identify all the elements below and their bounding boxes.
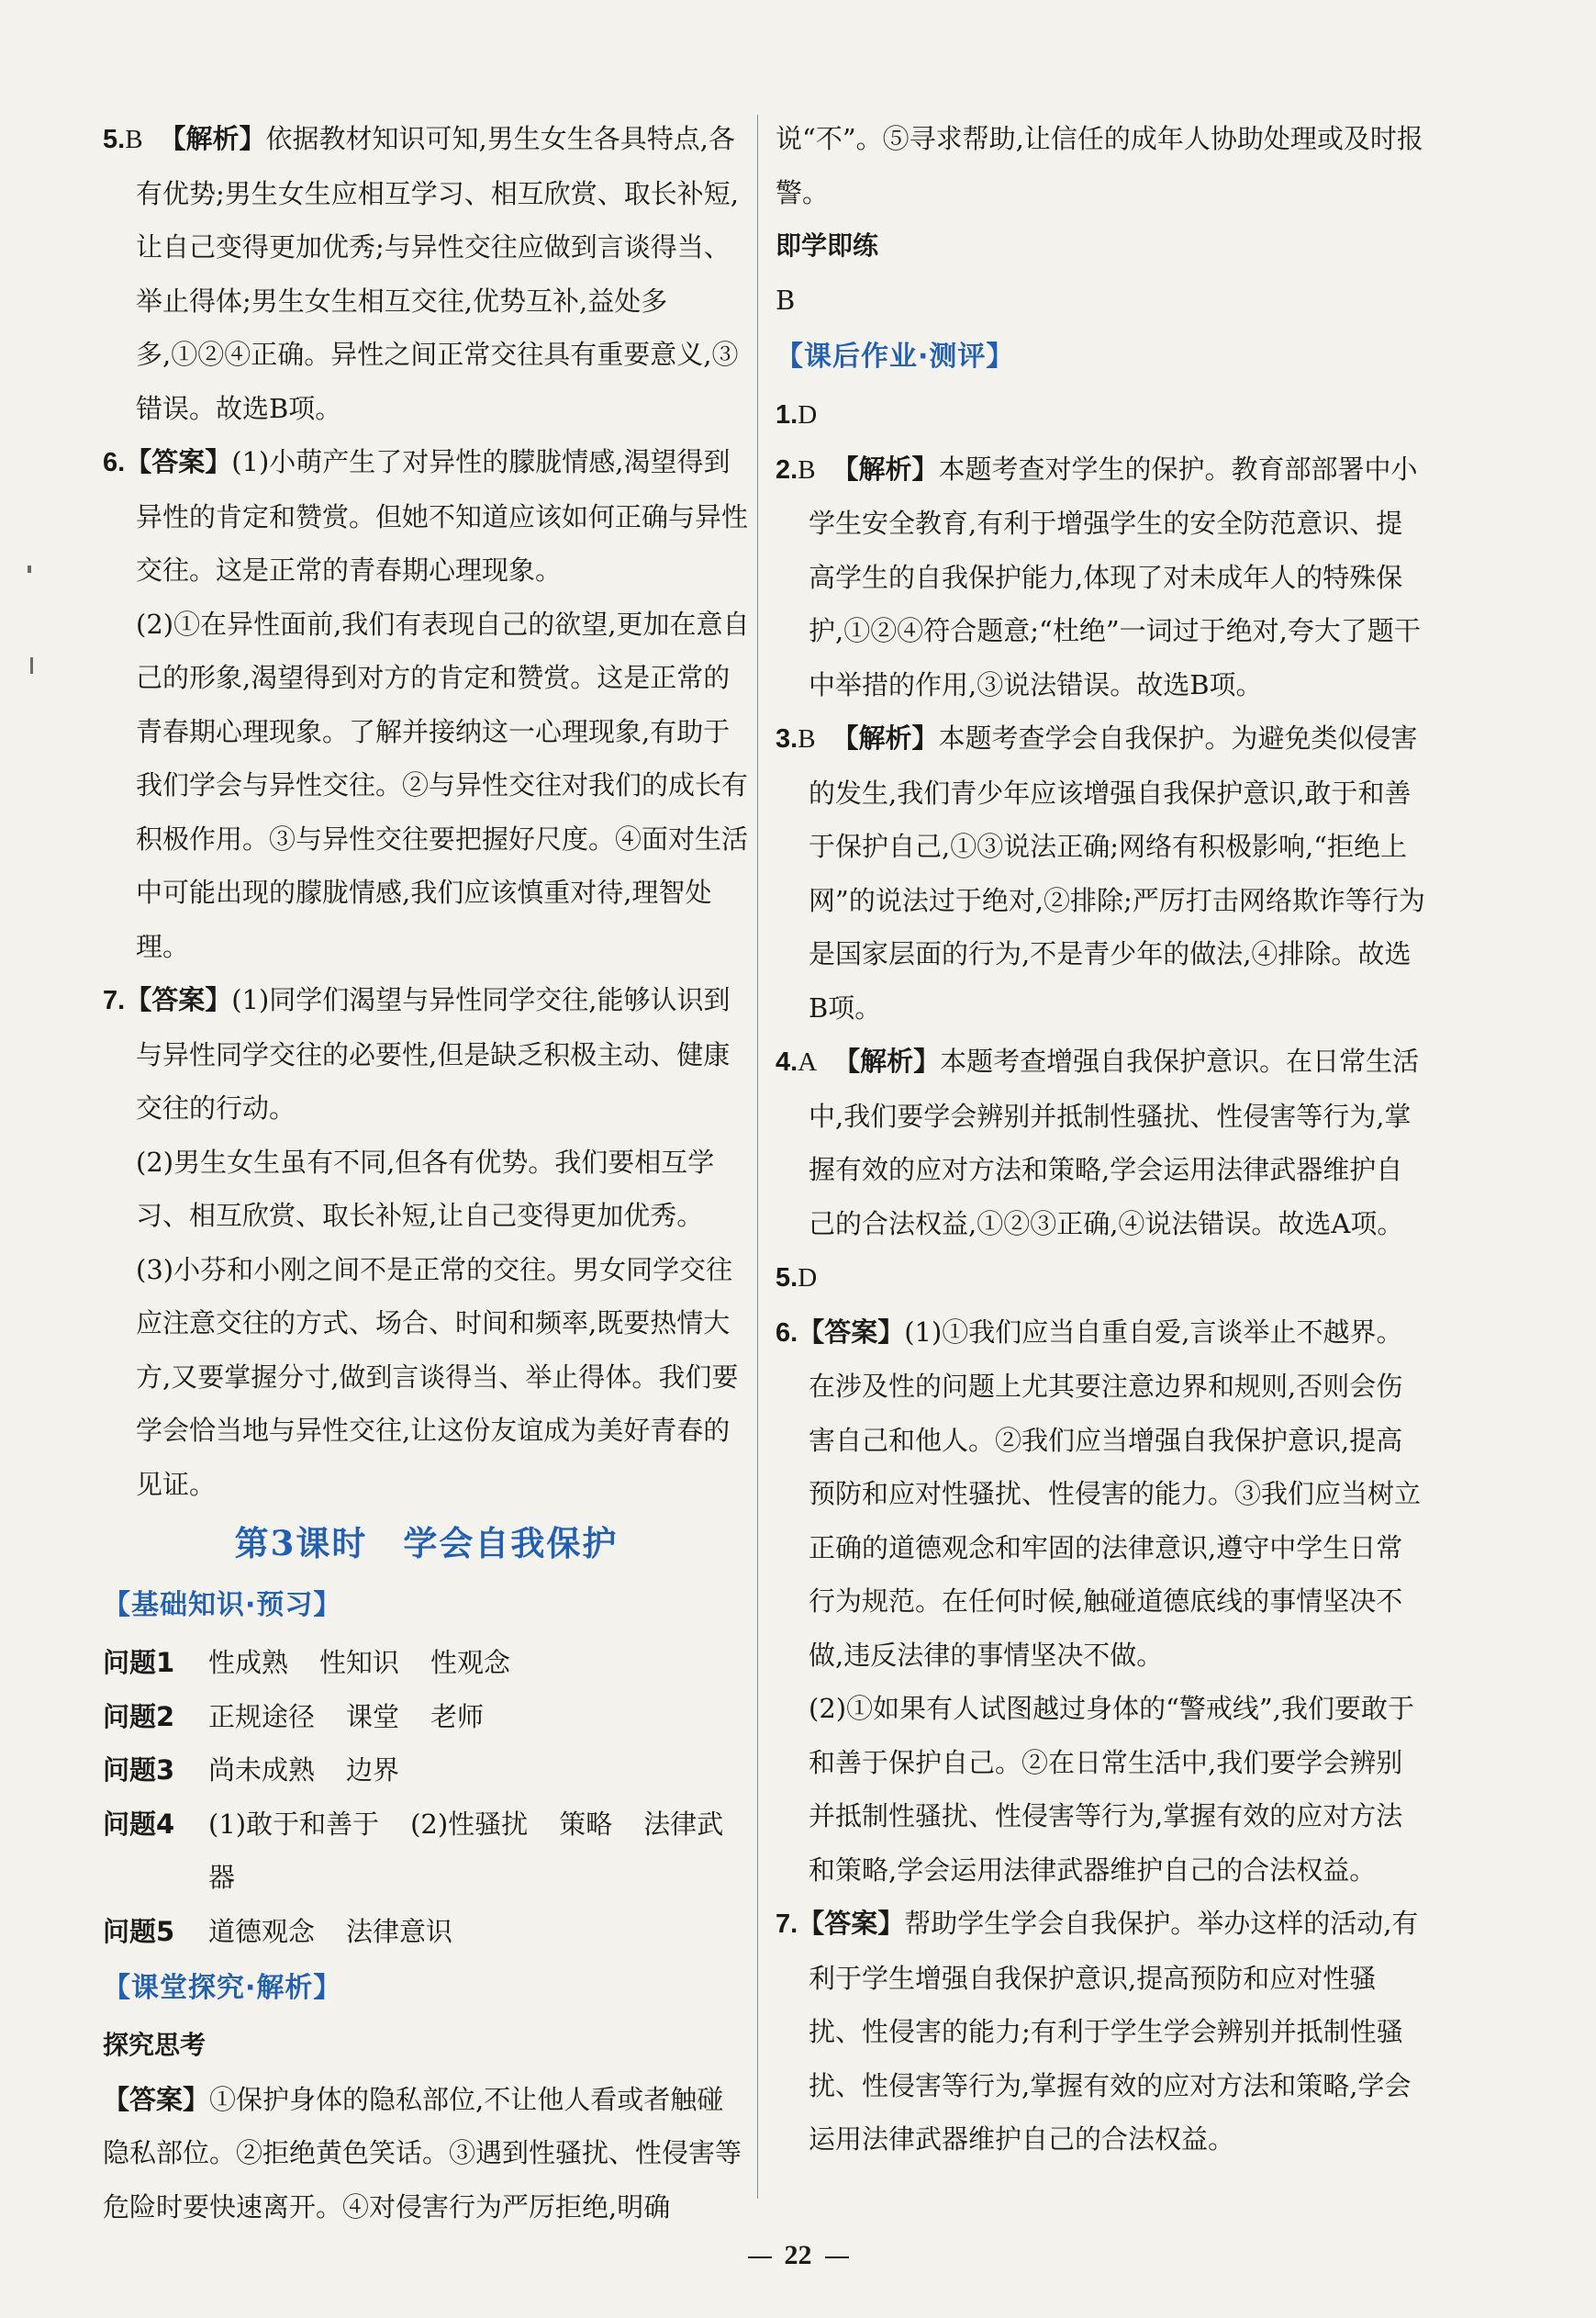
question-row [103,1797,750,1905]
item-paragraph: (2)①在异性面前,我们有表现自己的欲望,更加在意自己的形象,渴望得到对方的肯定和赞赏。这是正常的青春期心理现象。了解并接纳这一心理现象,有助于我们学会与异性交往。②与异性交往对我们的成长有积极作用。③与异性交往要把握好尺度。④面对生活中可能出现的朦胧情感,我们应该慎重对待,理智处理。 [136,608,750,962]
right-column [776,112,1427,2167]
question-row [103,1905,750,1959]
answer-tag: 【答案】 [798,1908,905,1939]
homework-item-2 [776,442,1427,712]
item-text: (1)同学们渴望与异性同学交往,能够认识到与异性同学交往的必要性,但是缺乏积极主动、健康交往的行动。 [136,984,731,1124]
analysis-tag: 【解析】 [833,1046,941,1077]
question-answer: 正规途径 [208,1700,316,1732]
item-number: 6. [776,1317,798,1348]
question-label: 问题3 [103,1754,175,1786]
question-answer: 尚未成熟 [208,1754,316,1786]
item-choice: B [798,724,816,754]
item-number: 7. [776,1909,798,1939]
item-choice: B [798,454,816,485]
question-answer: 课堂 [346,1700,400,1732]
item-number: 5. [103,125,126,154]
homework-item-1 [776,387,1427,442]
practice-answer: B [776,284,796,316]
explore-heading: 探究思考 [103,2030,206,2060]
footer-dash [748,2256,772,2258]
item-number: 3. [776,724,798,754]
item-number: 7. [103,986,126,1015]
item-number: 4. [776,1047,798,1077]
question-answer: 性成熟 [208,1647,289,1678]
item-paragraph: (3)小芬和小刚之间不是正常的交往。男女同学交往应注意交往的方式、场合、时间和频率,既要热情大方,又要掌握分寸,做到言谈得当、举止得体。我们要学会恰当地与异性交往,让这份友谊成为美好青春的见证。 [136,1253,739,1500]
item-choice: B [125,125,143,154]
item-number: 1. [776,400,798,430]
answer-tag: 【答案】 [125,446,232,477]
answer-tag: 【答案】 [103,2083,210,2115]
item-text: 本题考查增强自我保护意识。在日常生活中,我们要学会辨别并抵制性骚扰、性侵害等行为,掌握有效的应对方法和策略,学会运用法律武器维护自己的合法权益,①②③正确,④说法错误。故选A项。 [809,1046,1420,1239]
scan-speck [30,657,33,674]
left-column [103,112,750,2234]
question-label: 问题1 [103,1647,175,1678]
question-answer: (2)性骚扰 [410,1808,529,1840]
item-paragraph: (2)①如果有人试图越过身体的“警戒线”,我们要敢于和善于保护自己。②在日常生活中,我们要学会辨别并抵制性骚扰、性侵害等行为,掌握有效的应对方法和策略,学会运用法律武器维护自己的合法权益。 [809,1693,1414,1886]
answer-tag: 【答案】 [798,1316,905,1348]
item-text: 依据教材知识可知,男生女生各具特点,各有优势;男生女生应相互学习、相互欣赏、取长补短,让自己变得更加优秀;与异性交往应做到言谈得当、举止得体;男生女生相互交往,优势互补,益处多多,①②④正确。异性之间正常交往具有重要意义,③错误。故选B项。 [136,123,739,424]
section-heading-homework: 【课后作业·测评】 [776,341,1015,373]
item-text: (1)①我们应当自重自爱,言谈举止不越界。在涉及性的问题上尤其要注意边界和规则,否则会伤害自己和他人。②我们应当增强自我保护意识,提高预防和应对性骚扰、性侵害的能力。③我们应当树立正确的道德观念和牢固的法律意识,遵守中学生日常行为规范。在任何时候,触碰道德底线的事情坚决不做,违反法律的事情坚决不做。 [809,1316,1422,1671]
section-heading-class: 【课堂探究·解析】 [103,1972,342,2004]
question-label: 问题2 [103,1700,175,1732]
page-footer [0,2240,1596,2271]
question-answer: 策略 [559,1808,613,1840]
explore-answer [103,2073,750,2234]
question-row [103,1743,750,1797]
homework-item-4 [776,1035,1427,1250]
question-answer: 老师 [430,1700,485,1732]
question-row [103,1690,750,1744]
question-list [103,1636,750,1958]
question-answer: 性知识 [319,1647,400,1678]
question-answer: 法律武器 [208,1808,724,1893]
answer-item-7 [103,973,750,1136]
homework-item-5 [776,1250,1427,1305]
homework-item-3 [776,711,1427,1035]
analysis-tag: 【解析】 [831,453,939,485]
question-answer: 道德观念 [208,1915,316,1947]
answer-tag: 【答案】 [125,984,232,1015]
scan-speck [28,566,31,573]
item-text: (1)小萌产生了对异性的朦胧情感,渴望得到异性的肯定和赞赏。但她不知道应该如何正确与异性交往。这是正常的青春期心理现象。 [136,446,749,586]
question-answer: (1)敢于和善于 [208,1808,380,1840]
answer-item-6 [103,435,750,598]
practice-heading: 即学即练 [776,230,879,261]
question-answer: 性观念 [430,1647,511,1678]
item-number: 5. [776,1263,798,1293]
item-choice: D [798,1263,818,1293]
question-answer: 法律意识 [346,1915,453,1947]
item-number: 6. [103,448,126,477]
item-text: ①保护身体的隐私部位,不让他人看或者触碰隐私部位。②拒绝黄色笑话。③遇到性骚扰、性侵害等危险时要快速离开。④对侵害行为严厉拒绝,明确 [103,2083,742,2223]
footer-dash [825,2256,849,2258]
item-paragraph: (2)男生女生虽有不同,但各有优势。我们要相互学习、相互欣赏、取长补短,让自己变得更加优秀。 [136,1146,715,1231]
analysis-tag: 【解析】 [159,123,266,154]
item-choice: D [798,400,818,430]
homework-item-7 [776,1897,1427,2167]
analysis-tag: 【解析】 [831,722,939,754]
page-number: 22 [784,2240,812,2270]
item-number: 2. [776,454,798,485]
column-divider [757,115,758,2199]
answer-item-5 [103,112,750,435]
section-heading-basic: 【基础知识·预习】 [103,1589,342,1621]
item-text: 帮助学生学会自我保护。举办这样的活动,有利于学生增强自我保护意识,提高预防和应对性骚扰、性侵害的能力;有利于学生学会辨别并抵制性骚扰、性侵害等行为,掌握有效的应对方法和策略,学会运用法律武器维护自己的合法权益。 [809,1908,1419,2155]
explore-answer-continued: 说“不”。⑤寻求帮助,让信任的成年人协助处理或及时报警。 [776,123,1423,208]
question-row [103,1636,750,1690]
lesson-title: 第3课时 学会自我保护 [234,1523,619,1563]
question-answer: 边界 [346,1754,400,1786]
homework-item-6 [776,1305,1427,1683]
item-text: 本题考查学会自我保护。为避免类似侵害的发生,我们青少年应该增强自我保护意识,敢于和善于保护自己,①③说法正确;网络有积极影响,“拒绝上网”的说法过于绝对,②排除;严厉打击网络欺诈等行为是国家层面的行为,不是青少年的做法,④排除。故选B项。 [809,722,1425,1024]
question-label: 问题5 [103,1915,175,1947]
item-text: 本题考查对学生的保护。教育部部署中小学生安全教育,有利于增强学生的安全防范意识、提高学生的自我保护能力,体现了对未成年人的特殊保护,①②④符合题意;“杜绝”一词过于绝对,夸大了题干中举措的作用,③说法错误。故选B项。 [809,453,1421,700]
item-choice: A [798,1047,818,1077]
question-label: 问题4 [103,1808,175,1840]
